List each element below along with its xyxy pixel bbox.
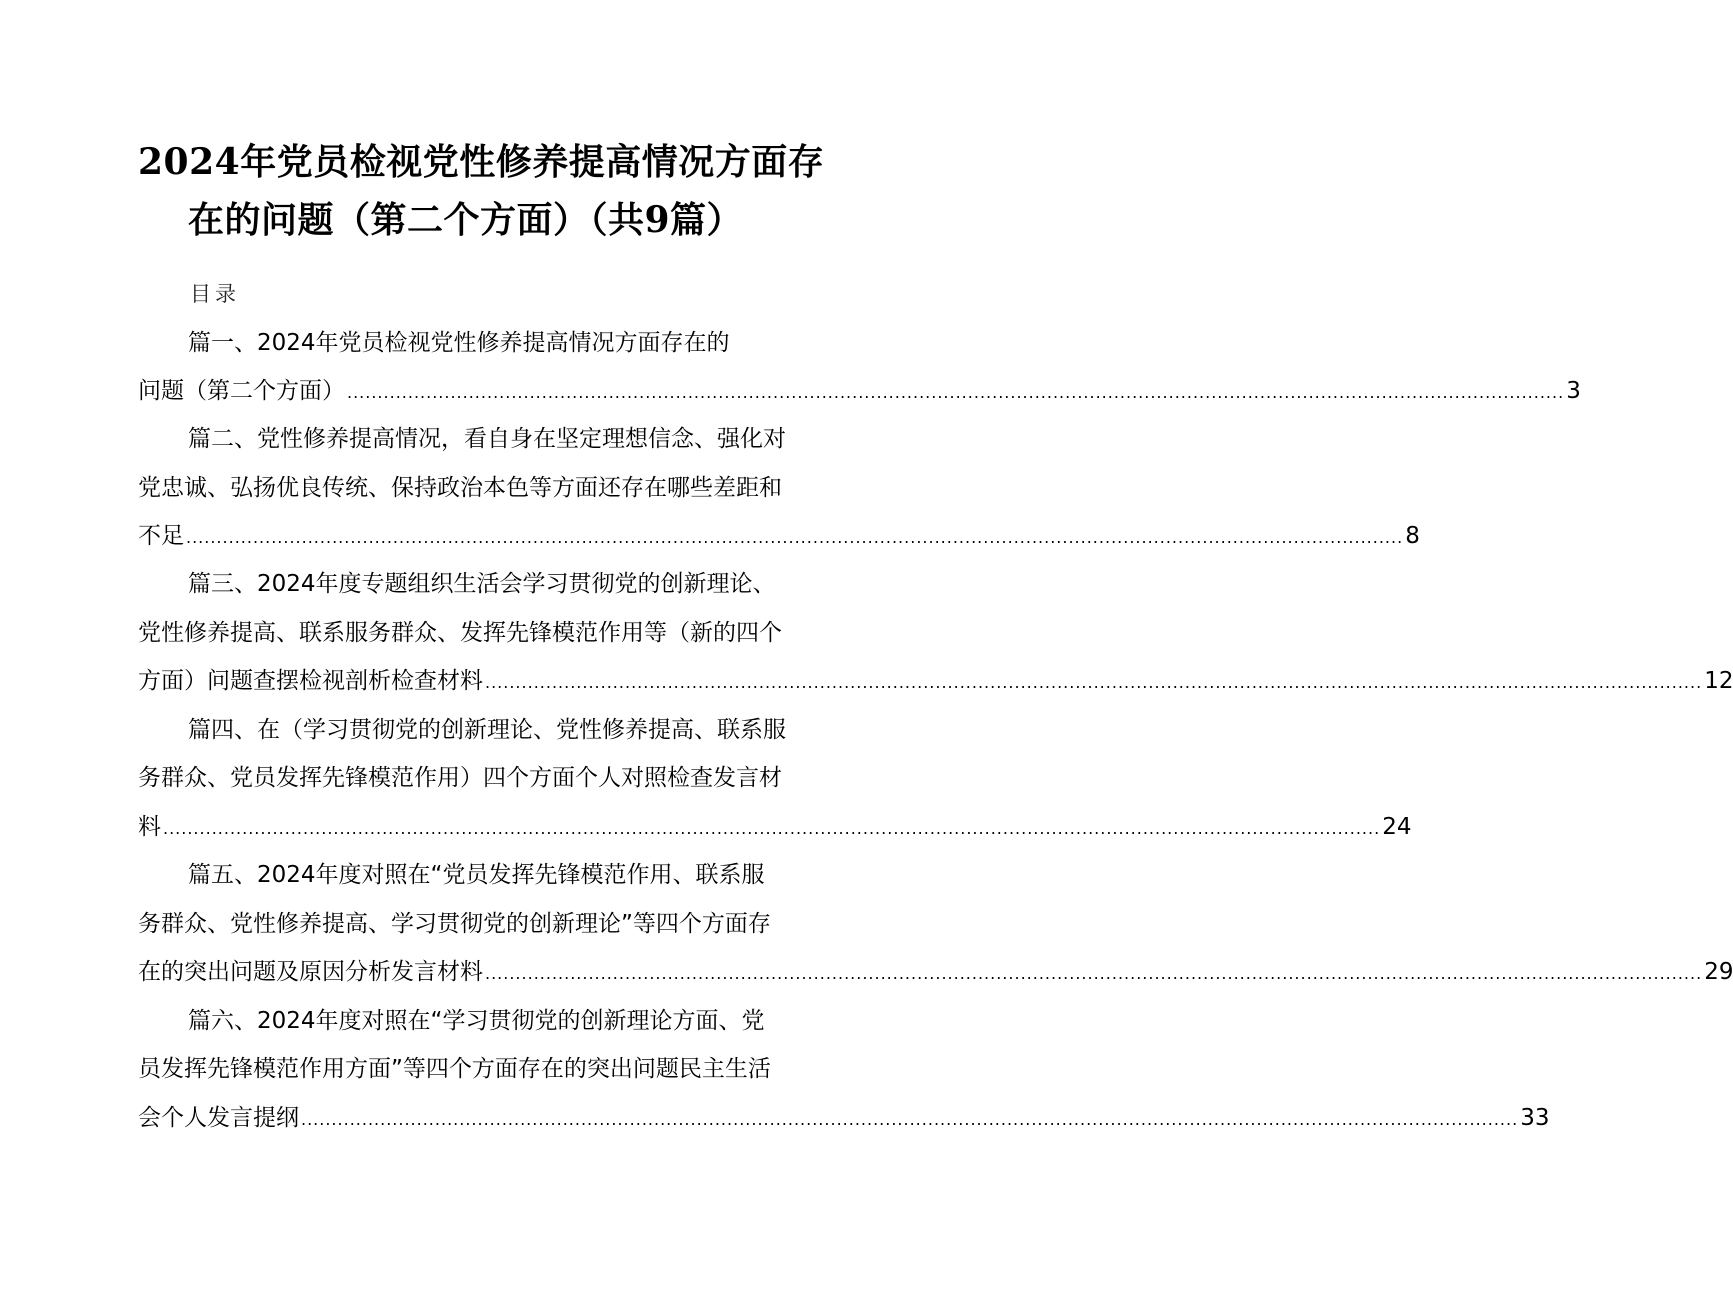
leader-dots: ........................................................................................................................................................................................................ (485, 673, 1703, 692)
toc-heading: 目录 (190, 282, 240, 306)
toc-entry-4-text-end: 料 (138, 814, 161, 840)
leader-dots: ........................................................................................................................................................................................................ (301, 1110, 1519, 1129)
toc-entry-2-line-1[interactable]: 篇二、党性修养提高情况，看自身在坚定理想信念、强化对 (188, 426, 786, 452)
toc-entry-1-page: 3 (1566, 378, 1581, 404)
toc-entry-4-last-line[interactable] (138, 810, 1412, 846)
toc-entry-4-line-2[interactable]: 务群众、党员发挥先锋模范作用）四个方面个人对照检查发言材 (138, 765, 782, 791)
toc-entry-6-last-line[interactable] (138, 1101, 1550, 1137)
toc-entry-5-text-end: 在的突出问题及原因分析发言材料 (138, 959, 483, 985)
toc-entry-1-text-end: 问题（第二个方面） (138, 378, 345, 404)
toc-entry-6-page: 33 (1520, 1105, 1550, 1131)
document-title-line-1: 2024年党员检视党性修养提高情况方面存 (138, 141, 825, 183)
toc-entry-5-page: 29 (1704, 959, 1733, 985)
toc-entry-4-page: 24 (1382, 814, 1412, 840)
document-title-line-2: 在的问题（第二个方面）（共9篇） (188, 199, 744, 241)
toc-entry-5-line-2[interactable]: 务群众、党性修养提高、学习贯彻党的创新理论”等四个方面存 (138, 911, 771, 937)
toc-entry-5-last-line[interactable] (138, 955, 1733, 991)
toc-entry-5-line-1[interactable]: 篇五、2024年度对照在“党员发挥先锋模范作用、联系服 (188, 862, 765, 888)
toc-entry-1-last-line[interactable] (138, 374, 1581, 410)
leader-dots: ........................................................................................................................................................................................................ (186, 528, 1404, 547)
toc-entry-3-last-line[interactable] (138, 664, 1733, 700)
toc-entry-6-text-end: 会个人发言提纲 (138, 1105, 299, 1131)
toc-entry-3-line-2[interactable]: 党性修养提高、联系服务群众、发挥先锋模范作用等（新的四个 (138, 620, 782, 646)
toc-entry-2-line-2[interactable]: 党忠诚、弘扬优良传统、保持政治本色等方面还存在哪些差距和 (138, 475, 782, 501)
toc-entry-3-page: 12 (1704, 668, 1733, 694)
toc-entry-4-line-1[interactable]: 篇四、在（学习贯彻党的创新理论、党性修养提高、联系服 (188, 717, 786, 743)
toc-entry-3-text-end: 方面）问题查摆检视剖析检查材料 (138, 668, 483, 694)
leader-dots: ........................................................................................................................................................................................................ (163, 819, 1381, 838)
leader-dots: ........................................................................................................................................................................................................ (485, 964, 1703, 983)
leader-dots: ........................................................................................................................................................................................................ (347, 383, 1565, 402)
toc-entry-2-page: 8 (1405, 523, 1420, 549)
toc-entry-2-text-end: 不足 (138, 523, 184, 549)
toc-entry-1-line-1[interactable]: 篇一、2024年党员检视党性修养提高情况方面存在的 (188, 330, 730, 356)
toc-entry-2-last-line[interactable] (138, 519, 1420, 555)
toc-entry-6-line-1[interactable]: 篇六、2024年度对照在“学习贯彻党的创新理论方面、党 (188, 1008, 765, 1034)
toc-entry-6-line-2[interactable]: 员发挥先锋模范作用方面”等四个方面存在的突出问题民主生活 (138, 1056, 771, 1082)
toc-entry-3-line-1[interactable]: 篇三、2024年度专题组织生活会学习贯彻党的创新理论、 (188, 571, 776, 597)
